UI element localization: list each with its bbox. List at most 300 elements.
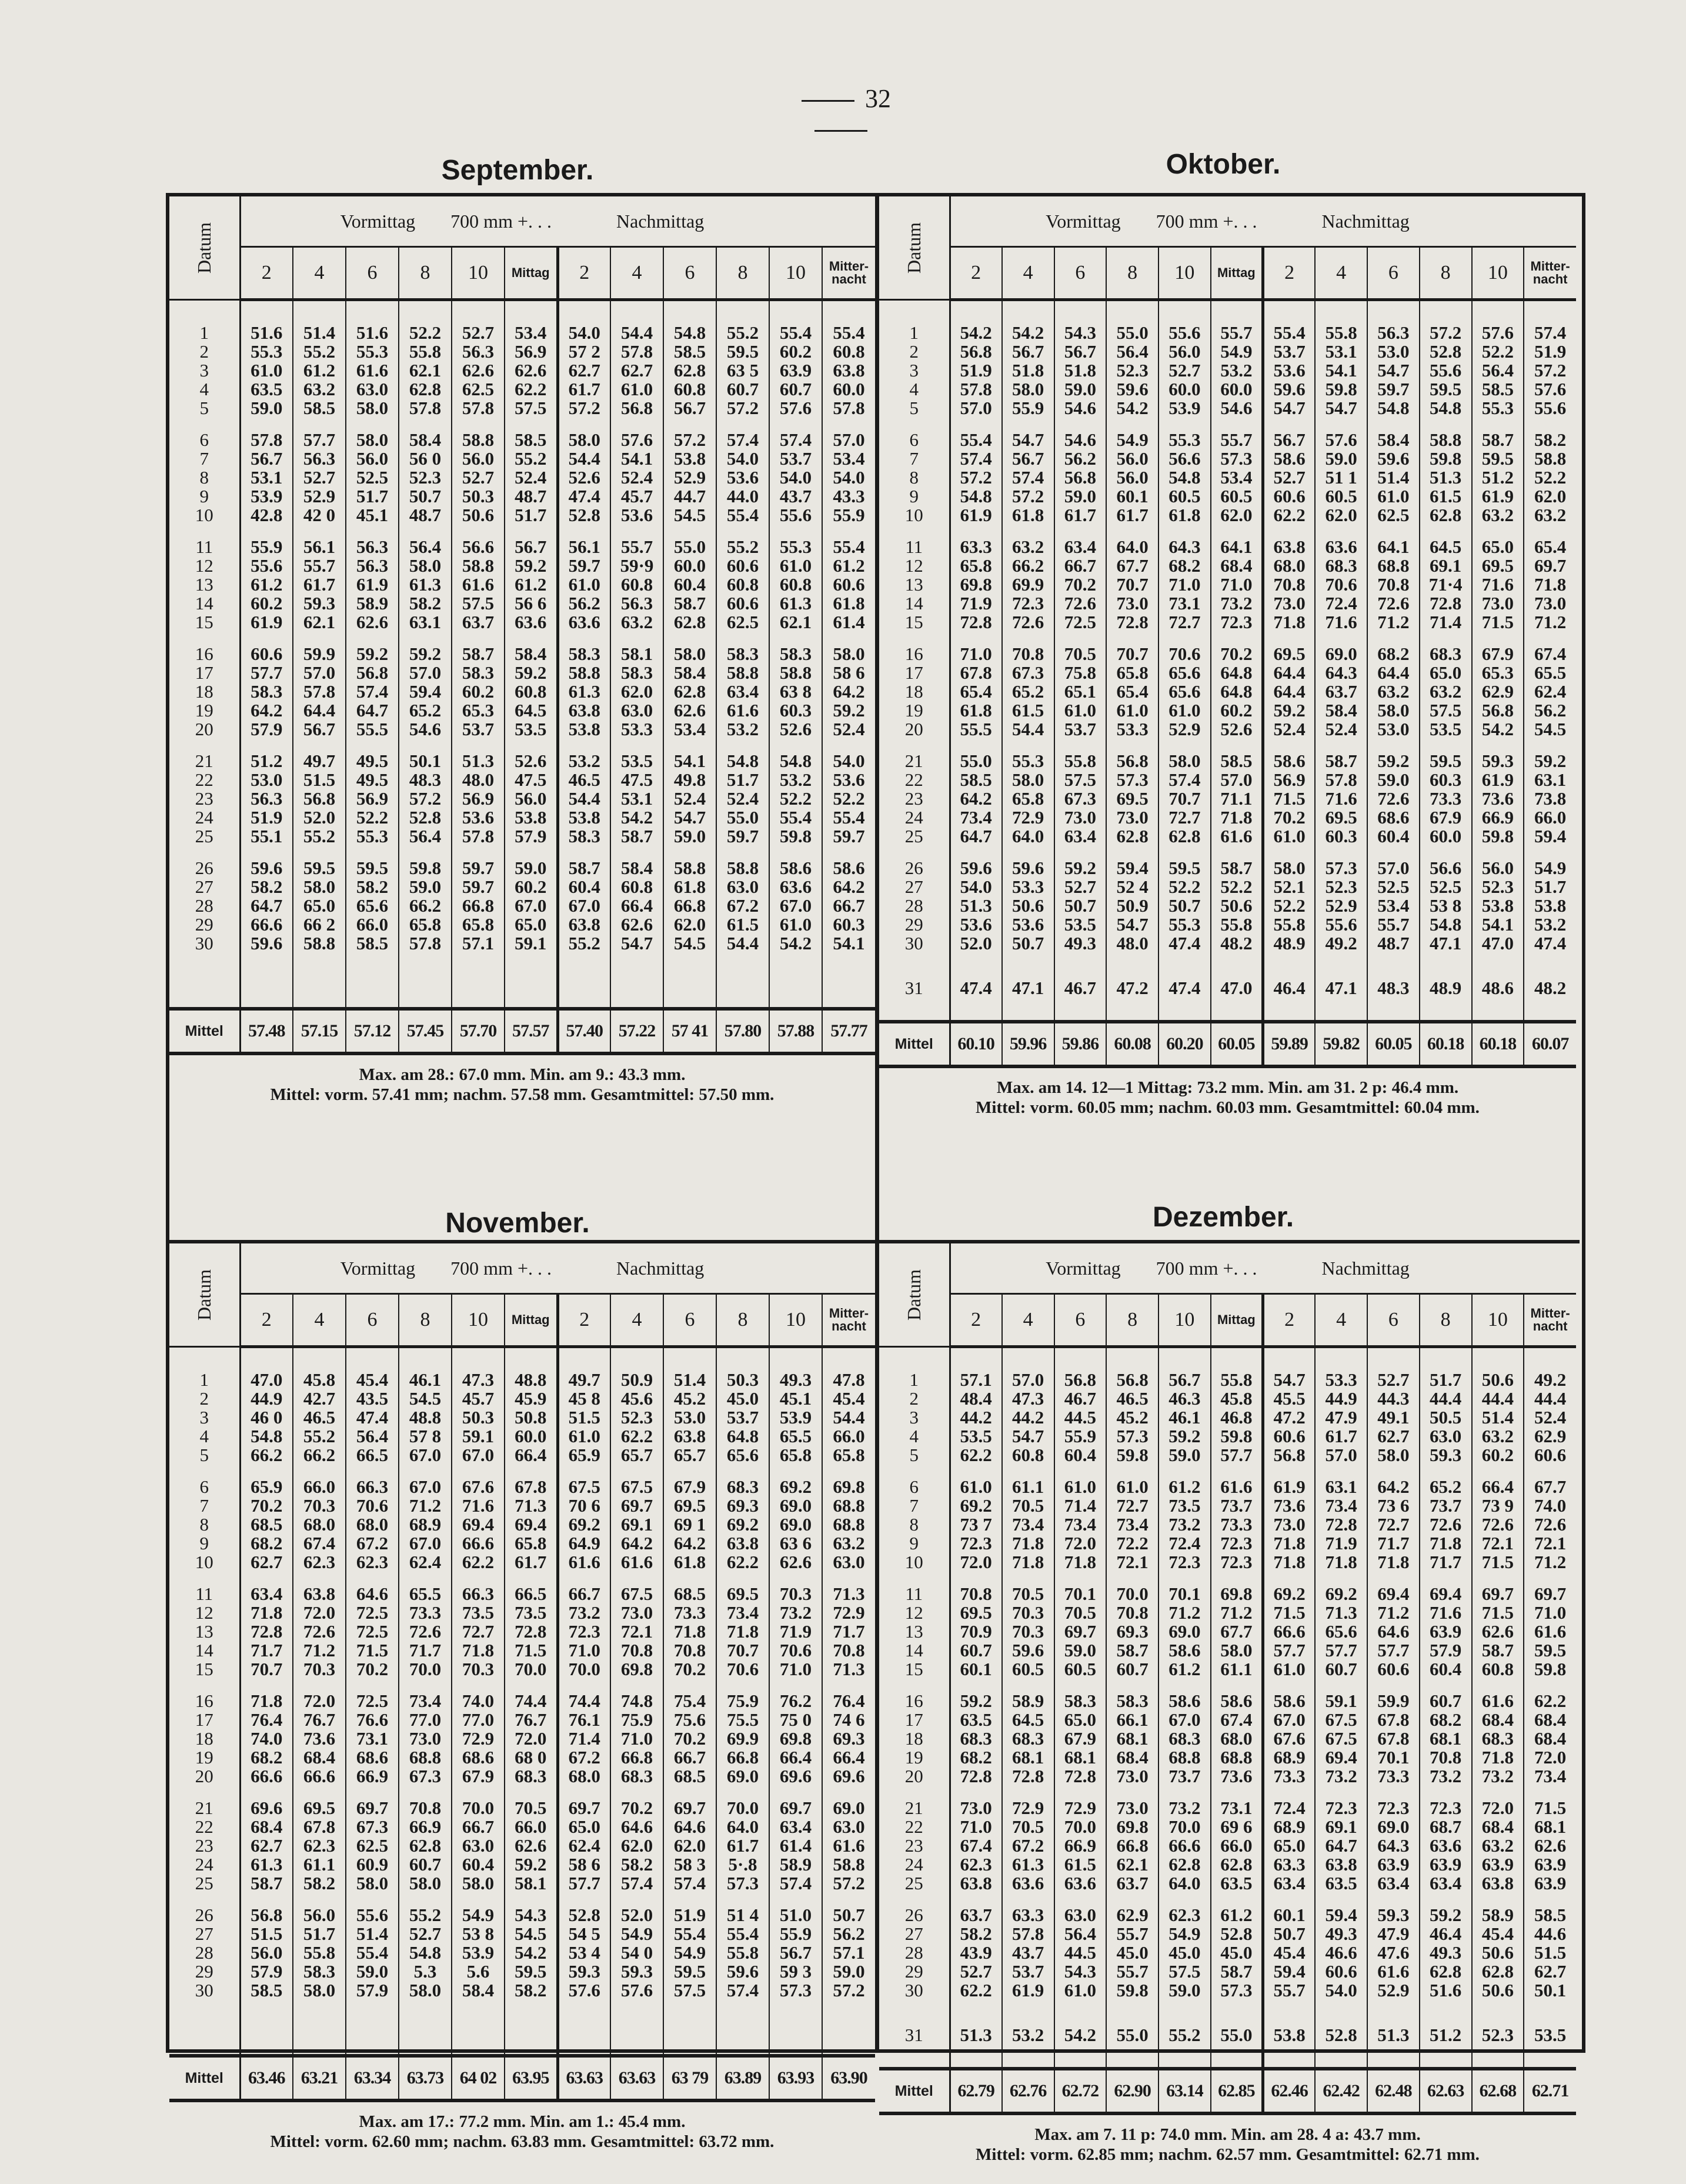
pressure-cell: 71.4	[1420, 613, 1472, 632]
pressure-cell: 56.8	[1472, 701, 1524, 720]
pressure-cell: 51.7	[505, 506, 557, 525]
table-row	[169, 594, 875, 613]
pressure-cell: 69.4	[1315, 1748, 1367, 1767]
mittel-value: 62.85	[1211, 2069, 1263, 2113]
hour-header: 8	[1420, 247, 1472, 300]
pressure-cell: 70.0	[557, 1660, 610, 1679]
pressure-cell: 58.0	[399, 556, 452, 575]
pressure-cell: 53.7	[1263, 342, 1316, 361]
pressure-cell: 51.4	[293, 324, 346, 342]
pressure-cell: 71.8	[1211, 808, 1263, 827]
pressure-cell: 64.0	[1106, 538, 1159, 556]
day-number: 25	[879, 827, 950, 846]
pressure-cell: 77.0	[452, 1710, 505, 1729]
summary-extremes: Max. am 17.: 77.2 mm. Min. am 1.: 45.4 mm.	[359, 2112, 686, 2131]
table-row	[169, 324, 875, 342]
pressure-cell: 48.3	[1367, 979, 1420, 998]
pressure-cell: 51.2	[240, 752, 293, 771]
pressure-cell: 68.1	[1524, 1818, 1576, 1836]
pressure-cell: 63 8	[769, 682, 822, 701]
pressure-cell: 75.4	[663, 1692, 716, 1710]
day-number: 3	[879, 361, 950, 380]
pressure-cell: 59.4	[1315, 1906, 1367, 1925]
pressure-cell: 72.9	[1002, 808, 1054, 827]
pressure-cell: 63.6	[1054, 1874, 1107, 1893]
pressure-cell: 55.0	[663, 538, 716, 556]
pressure-cell: 57.0	[1211, 771, 1263, 789]
pressure-cell: 58.7	[663, 594, 716, 613]
pressure-cell: 62.8	[399, 380, 452, 399]
table-row	[879, 468, 1576, 487]
pressure-cell: 71.7	[1367, 1534, 1420, 1553]
table-row	[169, 1906, 875, 1925]
day-number: 17	[169, 1710, 240, 1729]
hour-header: 2	[950, 247, 1002, 300]
pressure-cell: 56.6	[1159, 449, 1211, 468]
pressure-cell: 72.3	[1211, 1534, 1263, 1553]
pressure-cell: 51.4	[346, 1925, 399, 1943]
pressure-cell: 63.4	[716, 682, 769, 701]
table-row	[879, 449, 1576, 468]
pressure-cell: 59.6	[240, 859, 293, 878]
pressure-cell: 57.7	[293, 431, 346, 449]
pressure-cell: 58.5	[1524, 1906, 1576, 1925]
pressure-cell: 57.4	[346, 682, 399, 701]
pressure-cell: 48.2	[1211, 934, 1263, 953]
pressure-cell: 51.4	[1472, 1408, 1524, 1427]
pressure-cell: 53.4	[1367, 896, 1420, 915]
pressure-cell: 50.7	[1002, 934, 1054, 953]
pressure-cell: 69.8	[822, 1478, 875, 1496]
pressure-cell: 71.2	[1211, 1603, 1263, 1622]
table-row	[879, 771, 1576, 789]
pressure-cell: 72.8	[950, 1767, 1002, 1786]
pressure-cell: 56.8	[1054, 468, 1107, 487]
pressure-cell: 64.5	[1420, 538, 1472, 556]
pressure-cell: 5.3	[399, 1962, 452, 1981]
pressure-cell: 65.0	[505, 915, 557, 934]
day-number: 3	[879, 1408, 950, 1427]
pressure-cell: 70.5	[1002, 1585, 1054, 1603]
pressure-cell: 69.7	[346, 1799, 399, 1818]
pressure-cell: 60.7	[399, 1855, 452, 1874]
pressure-cell: 62.1	[399, 361, 452, 380]
pressure-cell: 71.2	[1524, 613, 1576, 632]
pressure-cell: 63.1	[1524, 771, 1576, 789]
pressure-cell: 50.8	[505, 1408, 557, 1427]
summary-extremes: Max. am 7. 11 p: 74.0 mm. Min. am 28. 4 a: 43.7 mm.	[1034, 2125, 1421, 2144]
pressure-cell: 72.9	[1002, 1799, 1054, 1818]
hour-header: 2	[557, 247, 610, 300]
summary-means: Mittel: vorm. 57.41 mm; nachm. 57.58 mm. Gesamtmittel: 57.50 mm.	[270, 1085, 774, 1104]
pressure-cell: 55.4	[346, 1943, 399, 1962]
pressure-cell: 57.2	[399, 789, 452, 808]
pressure-cell: 70.5	[1054, 1603, 1107, 1622]
pressure-cell: 47.6	[1367, 1943, 1420, 1962]
pressure-cell: 55.3	[346, 342, 399, 361]
hour-header: 8	[399, 247, 452, 300]
day-number: 17	[879, 663, 950, 682]
page-number: 32	[782, 84, 900, 144]
pressure-cell: 58.5	[293, 399, 346, 418]
pressure-cell: 47.0	[1472, 934, 1524, 953]
pressure-cell: 57.4	[1524, 324, 1576, 342]
pressure-cell: 61.0	[950, 1478, 1002, 1496]
day-number: 22	[879, 1818, 950, 1836]
pressure-cell: 56.3	[346, 538, 399, 556]
pressure-cell: 59.3	[293, 594, 346, 613]
pressure-cell: 62.0	[1524, 487, 1576, 506]
pressure-cell: 45.4	[822, 1389, 875, 1408]
pressure-cell: 71.3	[822, 1660, 875, 1679]
pressure-cell: 70.2	[663, 1729, 716, 1748]
pressure-cell: 55.6	[346, 1906, 399, 1925]
hour-header: 10	[1159, 247, 1211, 300]
pressure-cell: 61.8	[1002, 506, 1054, 525]
pressure-cell: 52.2	[346, 808, 399, 827]
pressure-cell: 48.7	[505, 487, 557, 506]
pressure-cell: 53.5	[1054, 915, 1107, 934]
pressure-cell: 66.2	[240, 1446, 293, 1465]
pressure-cell: 50.7	[822, 1906, 875, 1925]
pressure-cell: 59.2	[1367, 752, 1420, 771]
pressure-cell: 53.0	[1367, 342, 1420, 361]
pressure-cell: 62.7	[1367, 1427, 1420, 1446]
pressure-cell: 69.7	[557, 1799, 610, 1818]
pressure-cell: 62.6	[346, 613, 399, 632]
pressure-cell: 62.0	[663, 1836, 716, 1855]
pressure-cell: 56.4	[399, 827, 452, 846]
pressure-cell: 69.1	[1420, 556, 1472, 575]
pressure-cell: 57.0	[399, 663, 452, 682]
pressure-cell: 58.3	[557, 827, 610, 846]
pressure-cell: 54.0	[716, 449, 769, 468]
pressure-cell: 52.6	[769, 720, 822, 739]
pressure-cell: 53.2	[769, 771, 822, 789]
pressure-cell: 52.6	[1211, 720, 1263, 739]
pressure-cell: 66.6	[1159, 1836, 1211, 1855]
pressure-cell: 60.6	[240, 645, 293, 663]
pressure-cell: 58.2	[399, 594, 452, 613]
day-number: 7	[879, 449, 950, 468]
table-row	[169, 399, 875, 418]
pressure-cell: 58.7	[1211, 1962, 1263, 1981]
pressure-cell: 69.0	[769, 1496, 822, 1515]
pressure-cell: 53.7	[1002, 1962, 1054, 1981]
pressure-cell: 72.6	[1524, 1515, 1576, 1534]
pressure-cell: 55.0	[1106, 324, 1159, 342]
pressure-cell: 63.0	[452, 1836, 505, 1855]
day-number: 13	[169, 1622, 240, 1641]
pressure-cell: 52.2	[1263, 896, 1316, 915]
pressure-cell: 62.7	[240, 1553, 293, 1572]
pressure-cell: 66.0	[822, 1427, 875, 1446]
pressure-cell: 72.6	[399, 1622, 452, 1641]
pressure-cell: 52.5	[346, 468, 399, 487]
pressure-cell: 54.2	[1054, 2026, 1107, 2045]
pressure-cell: 54.6	[1211, 399, 1263, 418]
pressure-cell: 70.9	[950, 1622, 1002, 1641]
mm-label: 700 mm +. . .	[450, 210, 552, 232]
pressure-cell: 62.2	[950, 1981, 1002, 2000]
pressure-cell: 61.9	[1472, 487, 1524, 506]
pressure-cell: 67.0	[399, 1446, 452, 1465]
table-row	[169, 449, 875, 468]
pressure-cell: 58.1	[505, 1874, 557, 1893]
pressure-cell: 66 2	[293, 915, 346, 934]
pressure-cell: 60.0	[1159, 380, 1211, 399]
pressure-cell: 57.1	[452, 934, 505, 953]
pressure-cell: 61.2	[1159, 1478, 1211, 1496]
pressure-cell: 74.8	[610, 1692, 663, 1710]
hour-header: 4	[610, 1294, 663, 1347]
pressure-cell: 72.3	[1002, 594, 1054, 613]
pressure-cell: 50.6	[1211, 896, 1263, 915]
pressure-cell: 62.7	[610, 361, 663, 380]
pressure-cell: 57.7	[240, 663, 293, 682]
mittel-value: 63.89	[716, 2056, 769, 2100]
pressure-cell: 64.3	[1159, 538, 1211, 556]
pressure-cell: 48.9	[1263, 934, 1316, 953]
pressure-cell: 72.4	[1159, 1534, 1211, 1553]
pressure-cell: 63.2	[1472, 1427, 1524, 1446]
pressure-cell: 46.1	[399, 1371, 452, 1389]
pressure-cell: 68.7	[1420, 1818, 1472, 1836]
day-number: 1	[879, 1371, 950, 1389]
table-row	[169, 682, 875, 701]
pressure-cell: 49.7	[293, 752, 346, 771]
pressure-cell: 69 6	[1211, 1818, 1263, 1836]
pressure-cell: 61.1	[1002, 1478, 1054, 1496]
pressure-cell: 63.2	[1472, 506, 1524, 525]
pressure-cell: 67.7	[1106, 556, 1159, 575]
pressure-cell: 71.8	[1420, 1534, 1472, 1553]
pressure-cell: 57.6	[1524, 380, 1576, 399]
month-title-september: September.	[441, 155, 594, 186]
pressure-cell: 63.8	[716, 1534, 769, 1553]
pressure-cell: 64.2	[240, 701, 293, 720]
pressure-cell: 55.4	[1263, 324, 1316, 342]
day-number: 13	[879, 1622, 950, 1641]
pressure-cell: 71.1	[1211, 789, 1263, 808]
hour-header: 8	[1106, 247, 1159, 300]
pressure-cell: 66.9	[399, 1818, 452, 1836]
pressure-cell: 55.6	[1420, 361, 1472, 380]
pressure-cell: 68.9	[399, 1515, 452, 1534]
pressure-cell: 59.8	[1106, 1446, 1159, 1465]
table-row	[879, 979, 1576, 998]
pressure-cell: 51.7	[1524, 878, 1576, 896]
pressure-cell: 69.8	[950, 575, 1002, 594]
table-row	[169, 1981, 875, 2000]
day-number: 8	[879, 1515, 950, 1534]
pressure-cell: 61.0	[769, 556, 822, 575]
pressure-cell: 66.8	[1106, 1836, 1159, 1855]
pressure-cell: 53.6	[950, 915, 1002, 934]
mittel-value: 59.89	[1263, 1022, 1316, 1066]
pressure-cell: 57.2	[716, 399, 769, 418]
pressure-cell: 60.3	[822, 915, 875, 934]
pressure-cell: 53 8	[452, 1925, 505, 1943]
pressure-cell: 51.3	[1420, 468, 1472, 487]
hour-header: 6	[1054, 247, 1107, 300]
pressure-cell: 68.1	[1002, 1748, 1054, 1767]
pressure-cell: 50.5	[1420, 1408, 1472, 1427]
pressure-cell: 55.3	[1159, 431, 1211, 449]
table-row	[169, 1585, 875, 1603]
vormittag-label: Vormittag	[340, 210, 416, 232]
pressure-cell: 62.5	[452, 380, 505, 399]
pressure-cell: 73.3	[663, 1603, 716, 1622]
pressure-cell: 64.8	[1211, 682, 1263, 701]
pressure-cell: 63.2	[1472, 1836, 1524, 1855]
mittel-value: 63.63	[557, 2056, 610, 2100]
pressure-cell: 50.3	[452, 487, 505, 506]
pressure-cell: 60.0	[1420, 827, 1472, 846]
pressure-cell: 58.9	[346, 594, 399, 613]
table-row	[169, 506, 875, 525]
pressure-cell: 52.7	[950, 1962, 1002, 1981]
pressure-cell: 51.2	[1420, 2026, 1472, 2045]
pressure-cell: 53.2	[716, 720, 769, 739]
pressure-cell: 55.6	[1159, 324, 1211, 342]
pressure-cell: 68.8	[822, 1515, 875, 1534]
pressure-cell: 56.3	[610, 594, 663, 613]
pressure-cell: 55.2	[1159, 2026, 1211, 2045]
pressure-cell: 61.0	[1263, 1660, 1316, 1679]
pressure-cell: 58.3	[240, 682, 293, 701]
pressure-cell: 50.1	[1524, 1981, 1576, 2000]
pressure-cell: 61.6	[1367, 1962, 1420, 1981]
pressure-cell: 65.1	[1054, 682, 1107, 701]
pressure-cell: 57.3	[1106, 771, 1159, 789]
table-row	[879, 1389, 1576, 1408]
pressure-cell: 57.7	[1263, 1641, 1316, 1660]
pressure-cell: 68.9	[1263, 1818, 1316, 1836]
pressure-cell: 52.4	[505, 468, 557, 487]
month-title-dezember: Dezember.	[1152, 1202, 1294, 1233]
pressure-cell: 52.3	[1315, 878, 1367, 896]
pressure-cell: 65.8	[452, 915, 505, 934]
pressure-cell: 57.5	[663, 1981, 716, 2000]
pressure-cell: 52.8	[1315, 2026, 1367, 2045]
pressure-cell: 63.0	[822, 1553, 875, 1572]
pressure-cell: 52.2	[399, 324, 452, 342]
table-row	[879, 1534, 1576, 1553]
table-row	[879, 1906, 1576, 1925]
pressure-cell: 73.1	[1211, 1799, 1263, 1818]
table-row	[879, 663, 1576, 682]
pressure-cell: 52.4	[716, 789, 769, 808]
pressure-cell: 58.0	[293, 1981, 346, 2000]
pressure-cell: 62.7	[1524, 1962, 1576, 1981]
mittel-value: 63.14	[1159, 2069, 1211, 2113]
pressure-cell: 71.0	[1159, 575, 1211, 594]
pressure-cell: 58.3	[557, 645, 610, 663]
table-row	[879, 1729, 1576, 1748]
pressure-cell: 63.2	[1524, 506, 1576, 525]
datum-header	[879, 1243, 950, 1347]
pressure-cell: 72.7	[452, 1622, 505, 1641]
pressure-cell: 61.5	[1002, 701, 1054, 720]
day-number: 28	[169, 1943, 240, 1962]
pressure-cell: 71.0	[950, 645, 1002, 663]
pressure-cell: 49.1	[1367, 1408, 1420, 1427]
day-number: 8	[879, 468, 950, 487]
pressure-cell: 56.0	[1106, 468, 1159, 487]
pressure-cell: 69.4	[1420, 1585, 1472, 1603]
pressure-cell: 67.3	[1054, 789, 1107, 808]
pressure-cell: 72.1	[1472, 1534, 1524, 1553]
pressure-cell: 56.3	[346, 556, 399, 575]
pressure-cell: 63.8	[1315, 1855, 1367, 1874]
pressure-cell: 61.6	[822, 1836, 875, 1855]
pressure-cell: 71.8	[1524, 575, 1576, 594]
pressure-cell: 73.6	[293, 1729, 346, 1748]
pressure-cell: 68.2	[1420, 1710, 1472, 1729]
pressure-cell: 60.9	[346, 1855, 399, 1874]
mittel-row	[169, 1009, 875, 1053]
panel-oktober	[879, 196, 1576, 1118]
pressure-cell: 69.8	[1106, 1818, 1159, 1836]
table-row	[879, 1408, 1576, 1427]
pressure-cell: 57.6	[557, 1981, 610, 2000]
pressure-cell: 52.7	[1159, 361, 1211, 380]
pressure-cell: 62.6	[505, 361, 557, 380]
pressure-cell: 54 5	[557, 1925, 610, 1943]
pressure-cell: 57.9	[240, 1962, 293, 1981]
pressure-cell: 65.0	[1263, 1836, 1316, 1855]
table-row	[879, 1836, 1576, 1855]
pressure-cell: 58.8	[1420, 431, 1472, 449]
pressure-cell: 72.1	[1106, 1553, 1159, 1572]
table-row	[879, 342, 1576, 361]
vormittag-label: Vormittag	[1046, 210, 1121, 232]
pressure-cell: 55.8	[1054, 752, 1107, 771]
pressure-cell: 56.1	[293, 538, 346, 556]
pressure-cell: 55.4	[769, 808, 822, 827]
pressure-cell: 66.4	[1472, 1478, 1524, 1496]
pressure-cell: 70.8	[1002, 645, 1054, 663]
pressure-cell: 60.2	[1472, 1446, 1524, 1465]
pressure-cell: 60.2	[452, 682, 505, 701]
pressure-cell: 65.0	[1054, 1710, 1107, 1729]
pressure-cell: 72.9	[452, 1729, 505, 1748]
table-row	[879, 1748, 1576, 1767]
pressure-cell: 45 8	[557, 1389, 610, 1408]
pressure-cell: 65.8	[399, 915, 452, 934]
pressure-cell: 61.2	[1159, 1660, 1211, 1679]
pressure-cell: 65.5	[769, 1427, 822, 1446]
pressure-cell: 65.8	[1002, 789, 1054, 808]
pressure-cell: 59.8	[1420, 449, 1472, 468]
pressure-cell: 62.8	[1159, 1855, 1211, 1874]
pressure-cell: 66.0	[293, 1478, 346, 1496]
mittel-value: 60.18	[1420, 1022, 1472, 1066]
pressure-cell: 54.1	[1472, 915, 1524, 934]
table-row	[879, 1855, 1576, 1874]
table-row	[169, 1478, 875, 1496]
pressure-cell: 61.9	[240, 613, 293, 632]
mm-label: 700 mm +. . .	[450, 1257, 552, 1279]
day-number: 14	[879, 594, 950, 613]
pressure-cell: 65.6	[1159, 682, 1211, 701]
pressure-cell: 66.6	[240, 1767, 293, 1786]
table-row	[169, 1660, 875, 1679]
pressure-cell: 65.5	[399, 1585, 452, 1603]
datum-header	[169, 196, 240, 300]
pressure-cell: 64.5	[1002, 1710, 1054, 1729]
